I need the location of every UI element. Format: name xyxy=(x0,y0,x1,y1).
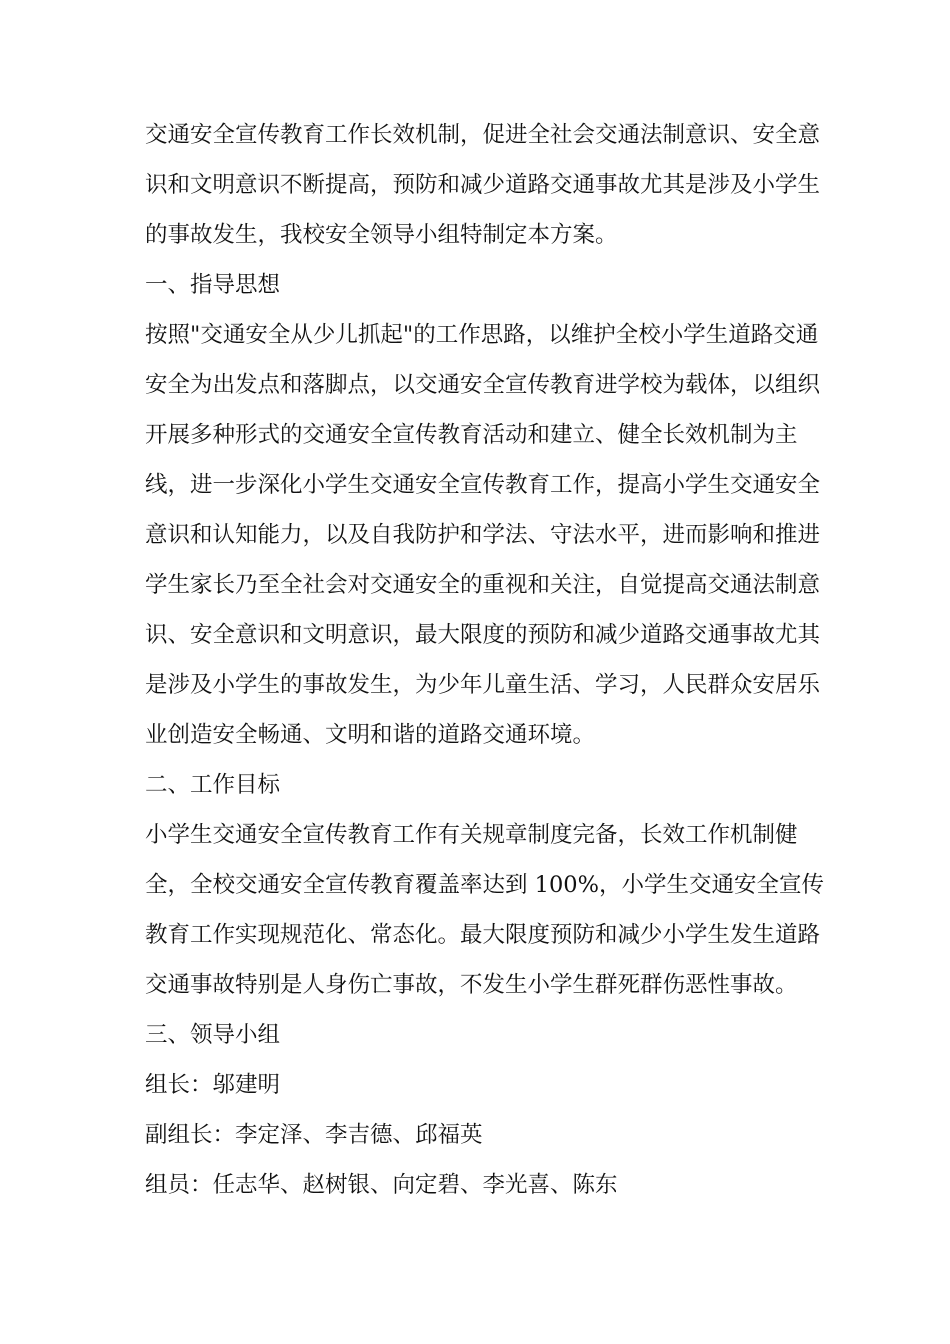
section1-line-5: 意识和认知能力，以及自我防护和学法、守法水平，进而影响和推进 xyxy=(145,522,821,548)
section-heading-guiding-ideology: 一、指导思想 xyxy=(145,272,281,298)
section2-line-4: 交通事故特别是人身伤亡事故，不发生小学生群死群伤恶性事故。 xyxy=(145,972,798,998)
group-members: 组员：任志华、赵树银、向定碧、李光喜、陈东 xyxy=(145,1172,618,1198)
section2-line-1: 小学生交通安全宣传教育工作有关规章制度完备，长效工作机制健 xyxy=(145,822,798,848)
section2-line-3: 教育工作实现规范化、常态化。最大限度预防和减少小学生发生道路 xyxy=(145,922,821,948)
section1-line-1: 按照"交通安全从少儿抓起"的工作思路，以维护全校小学生道路交通 xyxy=(145,322,819,348)
section2-line-2: 全，全校交通安全宣传教育覆盖率达到 100%，小学生交通安全宣传 xyxy=(145,872,824,898)
section1-line-9: 业创造安全畅通、文明和谐的道路交通环境。 xyxy=(145,722,596,748)
section1-line-4: 线，进一步深化小学生交通安全宣传教育工作，提高小学生交通安全 xyxy=(145,472,821,498)
group-deputy-leaders: 副组长：李定泽、李吉德、邱福英 xyxy=(145,1122,483,1148)
intro-line-3: 的事故发生，我校安全领导小组特制定本方案。 xyxy=(145,222,618,248)
section-heading-work-goals: 二、工作目标 xyxy=(145,772,281,798)
intro-line-2: 识和文明意识不断提高，预防和减少道路交通事故尤其是涉及小学生 xyxy=(145,172,821,198)
section-heading-leadership-group: 三、领导小组 xyxy=(145,1022,281,1048)
section1-line-7: 识、安全意识和文明意识，最大限度的预防和减少道路交通事故尤其 xyxy=(145,622,821,648)
intro-line-1: 交通安全宣传教育工作长效机制，促进全社会交通法制意识、安全意 xyxy=(145,122,821,148)
section1-line-3: 开展多种形式的交通安全宣传教育活动和建立、健全长效机制为主 xyxy=(145,422,798,448)
section1-line-6: 学生家长乃至全社会对交通安全的重视和关注，自觉提高交通法制意 xyxy=(145,572,821,598)
group-leader: 组长：邬建明 xyxy=(145,1072,281,1098)
section1-line-8: 是涉及小学生的事故发生，为少年儿童生活、学习，人民群众安居乐 xyxy=(145,672,821,698)
section1-line-2: 安全为出发点和落脚点，以交通安全宣传教育进学校为载体，以组织 xyxy=(145,372,821,398)
